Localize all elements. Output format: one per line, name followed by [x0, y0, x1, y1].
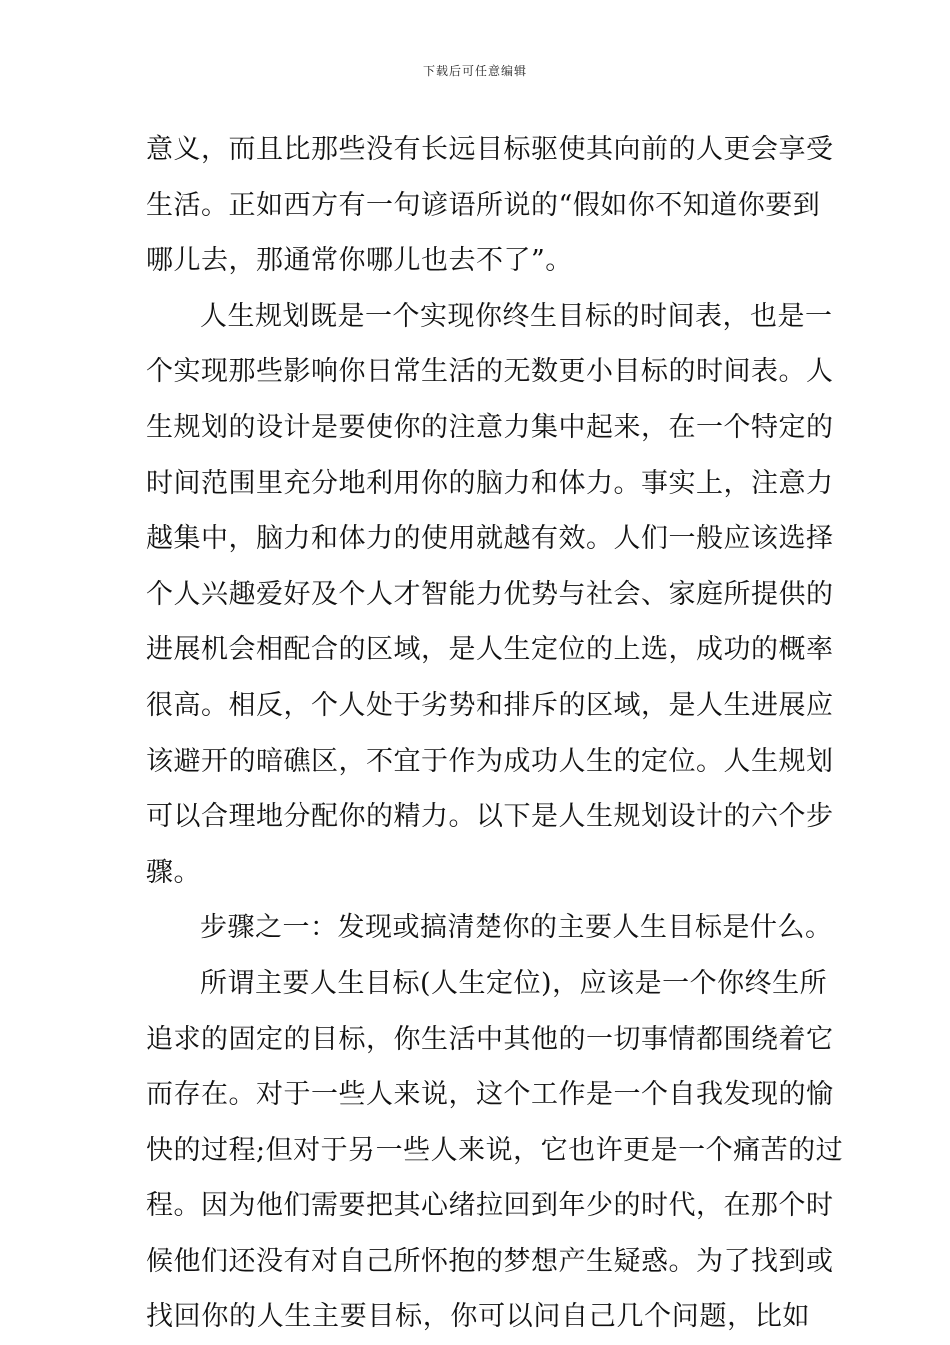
text-line: 步骤之一：发现或搞清楚你的主要人生目标是什么。 [200, 912, 833, 944]
text-line: 骤。 [146, 856, 201, 888]
text-line: 程。因为他们需要把其心绪拉回到年少的时代，在那个时 [146, 1190, 834, 1222]
text-line: 而存在。对于一些人来说，这个工作是一个自我发现的愉 [146, 1079, 834, 1111]
text-line: 生规划的设计是要使你的注意力集中起来，在一个特定的 [146, 411, 834, 443]
text-line: 候他们还没有对自己所怀抱的梦想产生疑惑。为了找到或 [146, 1245, 834, 1277]
text-line: 哪儿去，那通常你哪儿也去不了”。 [146, 245, 573, 277]
text-line: 个实现那些影响你日常生活的无数更小目标的时间表。人 [146, 356, 834, 388]
text-line: 找回你的人生主要目标，你可以问自己几个问题，比如 [146, 1301, 810, 1333]
text-line: 人生规划既是一个实现你终生目标的时间表，也是一 [200, 300, 833, 332]
text-line: 个人兴趣爱好及个人才智能力优势与社会、家庭所提供的 [146, 578, 834, 610]
text-line: 时间范围里充分地利用你的脑力和体力。事实上，注意力 [146, 467, 834, 499]
text-line: 可以合理地分配你的精力。以下是人生规划设计的六个步 [146, 801, 834, 833]
text-line: 追求的固定的目标，你生活中其他的一切事情都围绕着它 [146, 1023, 834, 1055]
text-line: 该避开的暗礁区，不宜于作为成功人生的定位。人生规划 [146, 745, 834, 777]
text-line: 越集中，脑力和体力的使用就越有效。人们一般应该选择 [146, 523, 834, 555]
text-line: 意义，而且比那些没有长远目标驱使其向前的人更会享受 [146, 134, 834, 165]
text-line: 所谓主要人生目标(人生定位)，应该是一个你终生所 [200, 967, 828, 999]
text-line: 很高。相反，个人处于劣势和排斥的区域，是人生进展应 [146, 689, 834, 721]
text-line: 进展机会相配合的区域，是人生定位的上选，成功的概率 [146, 634, 834, 666]
document-body [146, 122, 844, 1345]
page-header: 下载后可任意编辑 [422, 64, 527, 78]
text-line: 快的过程;但对于另一些人来说，它也许更是一个痛苦的过 [146, 1134, 844, 1166]
text-line: 生活。正如西方有一句谚语所说的“假如你不知道你要到 [146, 189, 821, 221]
